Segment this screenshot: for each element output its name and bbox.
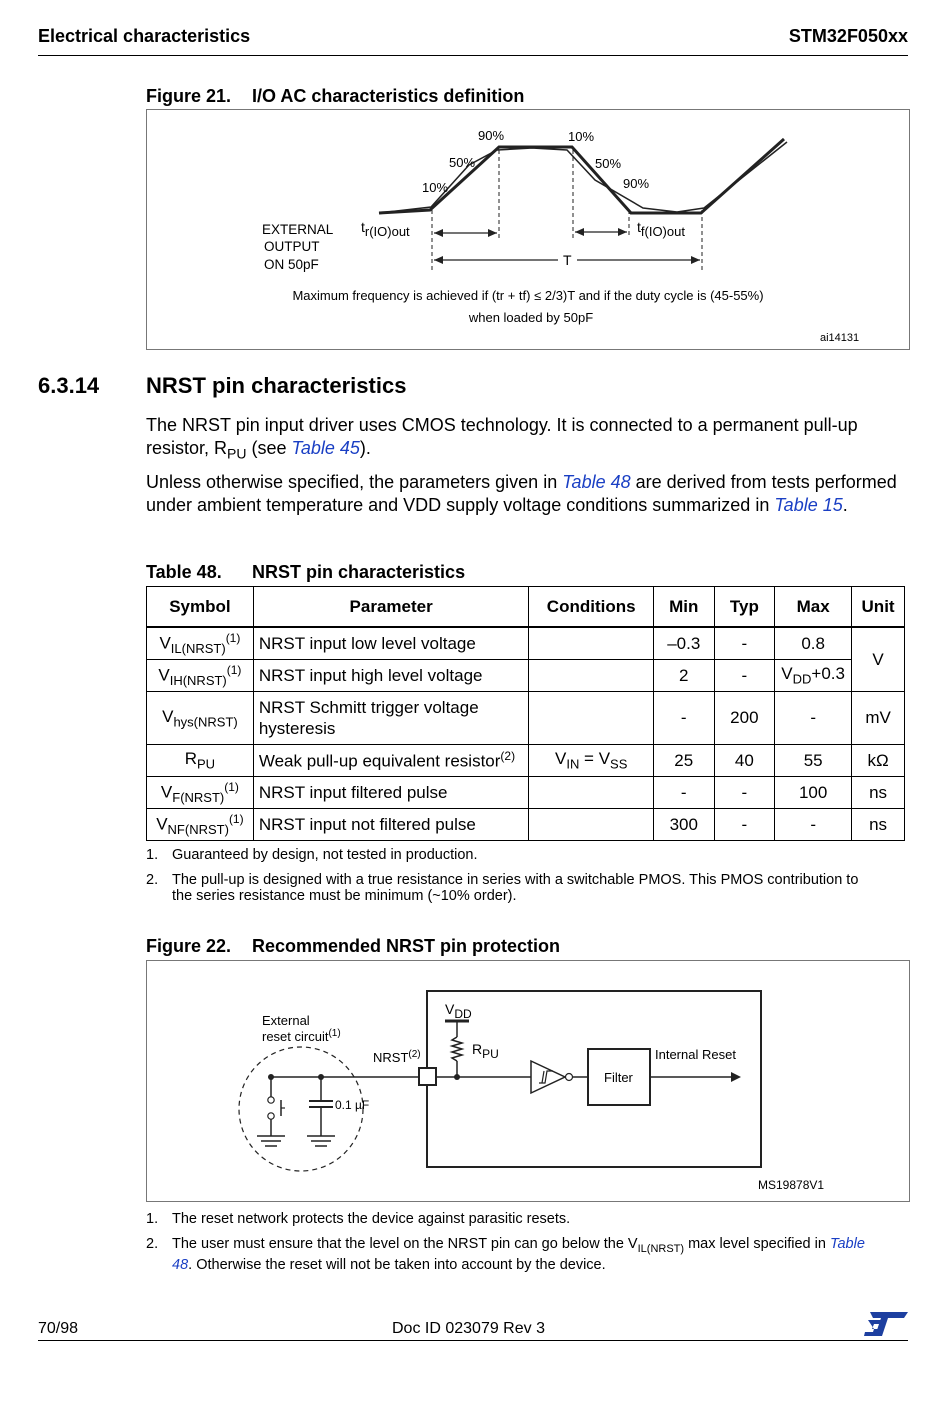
table-row bbox=[147, 777, 905, 809]
cell-conditions bbox=[529, 660, 654, 692]
nrst-pin bbox=[419, 1068, 436, 1085]
cell-max: $V_{DD}+0.3$ bbox=[775, 660, 852, 692]
figure21-title: I/O AC characteristics definition bbox=[252, 86, 525, 106]
para1-text-b: (see bbox=[246, 437, 292, 458]
page-number: 70/98 bbox=[38, 1320, 79, 1337]
figure22-caption bbox=[146, 936, 560, 957]
resistor-icon bbox=[452, 1037, 462, 1061]
col-min: Min bbox=[653, 587, 714, 628]
label-10-rise: 10% bbox=[422, 180, 449, 195]
cell-unit: mV bbox=[852, 692, 905, 745]
cell-typ: - bbox=[714, 809, 775, 841]
label-10-fall: 10% bbox=[568, 129, 595, 144]
label-external: EXTERNAL bbox=[262, 222, 334, 237]
label-internal-reset: Internal Reset bbox=[655, 1047, 736, 1062]
label-50-fall: 50% bbox=[595, 156, 622, 171]
table48-note-2: 2. The pull-up is designed with a true resistance in series with a switchable PMOS. This PMOS contribution to the series resistance must be minimum (~10% order). bbox=[146, 872, 859, 904]
table-row bbox=[147, 660, 905, 692]
cell-max: 100 bbox=[775, 777, 852, 809]
link-table15[interactable]: Table 15 bbox=[774, 494, 843, 515]
label-reset-circuit: reset circuit$^{(1)}$ bbox=[262, 1028, 341, 1044]
figure21-caption bbox=[146, 86, 524, 107]
cell-symbol: $V_{NF(NRST)}^{(1)}$ bbox=[147, 809, 254, 841]
cell-parameter: NRST input filtered pulse bbox=[253, 777, 529, 809]
pushbutton-icon bbox=[268, 1113, 274, 1119]
cell-unit: V bbox=[852, 627, 905, 692]
cell-min: 2 bbox=[653, 660, 714, 692]
label-capacitor: 0.1 µF bbox=[335, 1098, 370, 1112]
label-90-fall: 90% bbox=[623, 176, 650, 191]
col-unit: Unit bbox=[852, 587, 905, 628]
cell-symbol: $V_{F(NRST)}^{(1)}$ bbox=[147, 777, 254, 809]
cell-parameter: NRST input low level voltage bbox=[253, 627, 529, 660]
waveform-thick bbox=[379, 139, 784, 213]
cell-typ: - bbox=[714, 627, 775, 660]
label-vdd: VDD bbox=[445, 1001, 472, 1021]
cell-typ: 200 bbox=[714, 692, 775, 745]
col-symbol: Symbol bbox=[147, 587, 254, 628]
cell-conditions bbox=[529, 627, 654, 660]
col-max: Max bbox=[775, 587, 852, 628]
figure22-note-1: 1. The reset network protects the device against parasitic resets. bbox=[146, 1211, 571, 1227]
cell-min: 25 bbox=[653, 745, 714, 777]
table48-number: Table 48. bbox=[146, 562, 222, 582]
st-logo-icon bbox=[864, 1310, 908, 1338]
link-table48[interactable]: Table 48 bbox=[562, 472, 631, 492]
cell-symbol: $V_{IL(NRST)}^{(1)}$ bbox=[147, 627, 254, 660]
figure21-note-line2: when loaded by 50pF bbox=[468, 310, 594, 325]
figure22-title: Recommended NRST pin protection bbox=[252, 936, 561, 956]
schmitt-trigger-icon bbox=[531, 1061, 565, 1093]
arrow-right-icon bbox=[731, 1072, 741, 1082]
cell-typ: - bbox=[714, 777, 775, 809]
label-period: T bbox=[563, 252, 572, 268]
cell-parameter: NRST input not filtered pulse bbox=[253, 809, 529, 841]
cell-min: - bbox=[653, 777, 714, 809]
section-title: NRST pin characteristics bbox=[146, 373, 407, 398]
cell-conditions bbox=[529, 692, 654, 745]
link-table48-note[interactable]: Table 48 bbox=[172, 1236, 865, 1273]
label-rpu: RPU bbox=[472, 1041, 499, 1061]
paragraph-2 bbox=[146, 471, 908, 516]
section-number: 6.3.14 bbox=[38, 373, 100, 398]
table-row bbox=[147, 627, 905, 660]
table-row bbox=[147, 692, 905, 745]
paragraph-1 bbox=[146, 414, 908, 465]
para1-text: The NRST pin input driver uses CMOS technology. It is connected to a permanent pull-up resistor, R bbox=[146, 415, 858, 458]
col-conditions: Conditions bbox=[529, 587, 654, 628]
para1-text-c: ). bbox=[359, 437, 371, 458]
table48-title: NRST pin characteristics bbox=[252, 562, 466, 582]
col-parameter: Parameter bbox=[253, 587, 529, 628]
table48-caption bbox=[146, 562, 465, 583]
cell-symbol: $V_{hys(NRST)}$ bbox=[147, 692, 254, 745]
cell-parameter: NRST Schmitt trigger voltage hysteresis bbox=[253, 692, 529, 745]
figure21-number: Figure 21. bbox=[146, 86, 232, 106]
table-row bbox=[147, 809, 905, 841]
cell-conditions bbox=[529, 809, 654, 841]
header-rule bbox=[38, 55, 908, 56]
figure22-diagram bbox=[147, 961, 909, 1201]
figure22-id: MS19878V1 bbox=[758, 1178, 825, 1192]
cell-parameter: Weak pull-up equivalent resistor$^{(2)}$ bbox=[253, 745, 529, 777]
table48-note-1: 1. Guaranteed by design, not tested in production. bbox=[146, 847, 478, 863]
cell-max: 0.8 bbox=[775, 627, 852, 660]
cell-conditions: $V_{IN} = V_{SS}$ bbox=[529, 745, 654, 777]
para2-text-c: . bbox=[842, 494, 848, 515]
label-external: External bbox=[262, 1013, 310, 1028]
header-left: Electrical characteristics bbox=[38, 26, 251, 46]
label-tr: tr(IO)out bbox=[361, 219, 410, 239]
table48 bbox=[146, 586, 905, 841]
figure22-note-2: 2. The user must ensure that the level on the NRST pin can go below the $V_{IL(NRST)}$ max level specified in Table 48. Otherwise the reset will not be taken into account by the device. bbox=[146, 1236, 865, 1273]
label-90-rise: 90% bbox=[478, 128, 505, 143]
table-row bbox=[147, 745, 905, 777]
cell-conditions bbox=[529, 777, 654, 809]
col-typ: Typ bbox=[714, 587, 775, 628]
cell-parameter: NRST input high level voltage bbox=[253, 660, 529, 692]
label-on-50pf: ON 50pF bbox=[264, 257, 319, 272]
figure22-box bbox=[146, 960, 910, 1202]
cell-symbol: $R_{PU}$ bbox=[147, 745, 254, 777]
label-tf: tf(IO)out bbox=[637, 219, 685, 239]
doc-id: Doc ID 023079 Rev 3 bbox=[392, 1320, 545, 1337]
cell-typ: - bbox=[714, 660, 775, 692]
label-filter: Filter bbox=[604, 1070, 633, 1085]
cell-max: 55 bbox=[775, 745, 852, 777]
para1-sub: PU bbox=[227, 445, 247, 462]
figure21-diagram bbox=[147, 110, 909, 349]
figure21-id: ai14131 bbox=[820, 332, 860, 344]
label-output: OUTPUT bbox=[264, 239, 320, 254]
para2-text-b: are derived from tests performed under ambient temperature and VDD supply voltage conditions summarized in bbox=[146, 472, 897, 515]
footer-rule bbox=[38, 1340, 908, 1341]
cell-max: - bbox=[775, 692, 852, 745]
header-right: STM32F050xx bbox=[788, 26, 908, 46]
cell-max: - bbox=[775, 809, 852, 841]
cell-min: 300 bbox=[653, 809, 714, 841]
cell-symbol: $V_{IH(NRST)}^{(1)}$ bbox=[147, 660, 254, 692]
cell-unit: kΩ bbox=[852, 745, 905, 777]
cell-typ: 40 bbox=[714, 745, 775, 777]
table-header-row bbox=[147, 587, 905, 628]
cell-min: - bbox=[653, 692, 714, 745]
cell-unit: ns bbox=[852, 777, 905, 809]
link-table45[interactable]: Table 45 bbox=[291, 437, 360, 458]
label-50-rise: 50% bbox=[449, 155, 476, 170]
figure21-note-line1: Maximum frequency is achieved if (tr + tf) ≤ 2/3)T and if the duty cycle is (45-55%) bbox=[292, 288, 764, 303]
cell-min: –0.3 bbox=[653, 627, 714, 660]
figure21-box bbox=[146, 109, 910, 350]
para2-text: Unless otherwise specified, the parameters given in bbox=[146, 472, 563, 492]
cell-unit: ns bbox=[852, 809, 905, 841]
figure22-number: Figure 22. bbox=[146, 936, 232, 956]
label-nrst: NRST$^{(2)}$ bbox=[373, 1049, 421, 1065]
